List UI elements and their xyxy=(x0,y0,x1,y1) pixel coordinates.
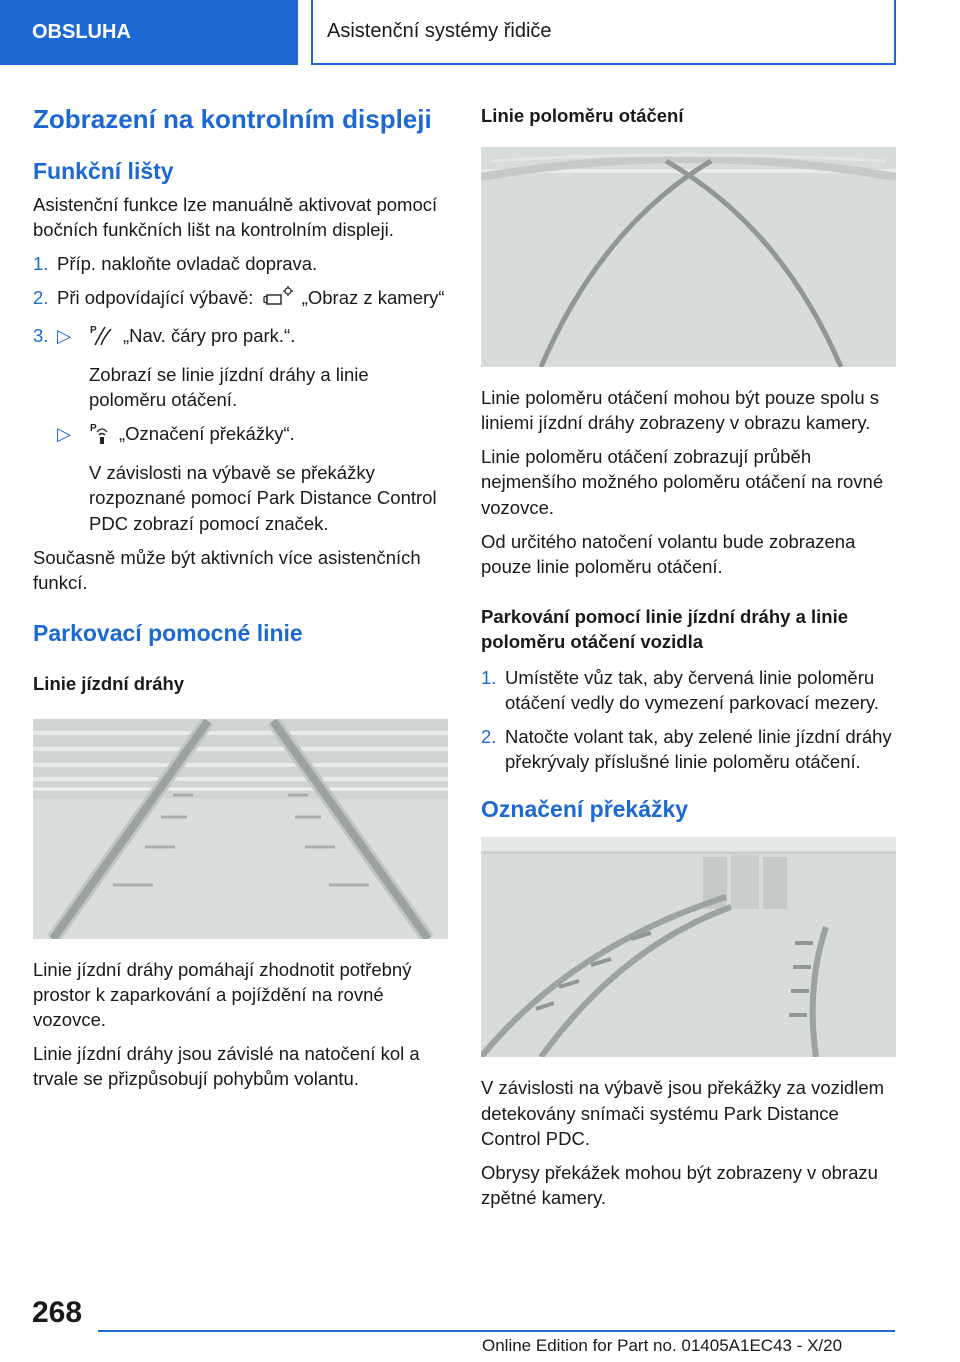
step-number: 3. xyxy=(33,324,49,346)
parking-lines-heading: Parkovací pomocné linie xyxy=(33,620,303,646)
lane-lines-subheading: Linie jízdní dráhy xyxy=(33,672,185,694)
obstacle-marking-icon xyxy=(89,421,111,451)
left-column xyxy=(33,96,448,1101)
step-2 xyxy=(33,285,448,313)
step-text: Příp. nakloňte ovladač doprava. xyxy=(57,253,318,275)
step-prefix: Při odpovídající výbavě: xyxy=(57,287,254,309)
procedure-step-2 xyxy=(481,724,896,774)
right-column xyxy=(481,96,896,1219)
obstacle-marking-figure xyxy=(481,837,896,1057)
footer-divider xyxy=(98,1330,895,1332)
svg-text:P: P xyxy=(90,423,97,435)
bullet-desc-2: V závislosti na výbavě se překážky rozpoznané pomocí Park Distance Control PDC zobrazí pomocí značek. xyxy=(89,462,437,534)
turning-p1: Linie poloměru otáčení mohou být pouze spolu s liniemi jízdní dráhy zobrazeny v obrazu kamery. xyxy=(481,386,880,434)
step-text-wrap xyxy=(57,285,445,313)
page-number: 268 xyxy=(32,1296,83,1329)
step-number: 1. xyxy=(33,253,49,275)
step-text: „Nav. čáry pro park.“. xyxy=(123,324,296,346)
camera-settings-icon xyxy=(259,285,297,313)
page-title: Zobrazení na kontrolním displeji xyxy=(33,104,432,134)
step-number: 2. xyxy=(33,287,49,309)
step-number: 1. xyxy=(481,667,497,688)
chapter-title: Asistenční systémy řidiče xyxy=(311,0,896,65)
lane-lines-p1: Linie jízdní dráhy pomáhají zhodnotit potřebný prostor k zaparkování a pojíždění na rovné vozovce. xyxy=(33,958,412,1031)
turning-heading: Linie poloměru otáčení xyxy=(481,105,684,126)
function-bars-heading: Funkční lišty xyxy=(33,158,174,185)
procedure-step-1 xyxy=(481,665,896,715)
section-tab: OBSLUHA xyxy=(0,0,298,65)
svg-text:P: P xyxy=(90,324,97,336)
bullet-desc-1: Zobrazí se linie jízdní dráhy a linie poloměru otáčení. xyxy=(89,363,369,410)
turning-p2: Linie poloměru otáčení zobrazují průběh nejmenšího možného poloměru otáčení na rovné vozovce. xyxy=(481,446,884,518)
lane-lines-figure xyxy=(33,719,448,939)
step-3 xyxy=(33,323,448,353)
step-text: Umístěte vůz tak, aby červená linie poloměru otáčení vedly do vymezení parkovací mezery. xyxy=(505,667,879,714)
step-suffix: „Obraz z kamery“ xyxy=(301,287,445,309)
step-text: Natočte volant tak, aby zelené linie jízdní dráhy překrývaly příslušné linie poloměru otáčení. xyxy=(505,726,892,773)
bullet-text: „Označení překážky“. xyxy=(119,423,295,445)
turning-p3: Od určitého natočení volantu bude zobrazena pouze linie poloměru otáčení. xyxy=(481,530,856,577)
bullet-2 xyxy=(33,421,448,451)
obstacle-p2: Obrysy překážek mohou být zobrazeny v obrazu zpětné kamery. xyxy=(481,1161,878,1208)
function-bars-intro: Asistenční funkce lze manuálně aktivovat pomocí bočních funkčních lišt na kontrolním displeji. xyxy=(33,193,438,241)
obstacle-p1: V závislosti na výbavě jsou překážky za vozidlem detekovány snímači systému Park Distance Control PDC. xyxy=(481,1077,885,1149)
lane-lines-p2: Linie jízdní dráhy jsou závislé na natočení kol a trvale se přizpůsobují pohybům volantu. xyxy=(33,1043,420,1090)
bullet-triangle: ▷ xyxy=(57,324,72,346)
obstacle-heading: Označení překážky xyxy=(481,795,689,822)
bullet-triangle: ▷ xyxy=(57,423,72,445)
parking-lines-procedure-heading: Parkování pomocí linie jízdní dráhy a linie poloměru otáčení vozidla xyxy=(481,606,849,653)
turning-radius-figure xyxy=(481,147,896,367)
parking-lines-icon xyxy=(89,323,115,353)
edition-footer: Online Edition for Part no. 01405A1EC43 - X/20 xyxy=(482,1336,843,1355)
step-number: 2. xyxy=(481,726,497,748)
step-1 xyxy=(33,251,448,276)
note: Současně může být aktivních více asistenčních funkcí. xyxy=(33,546,421,593)
